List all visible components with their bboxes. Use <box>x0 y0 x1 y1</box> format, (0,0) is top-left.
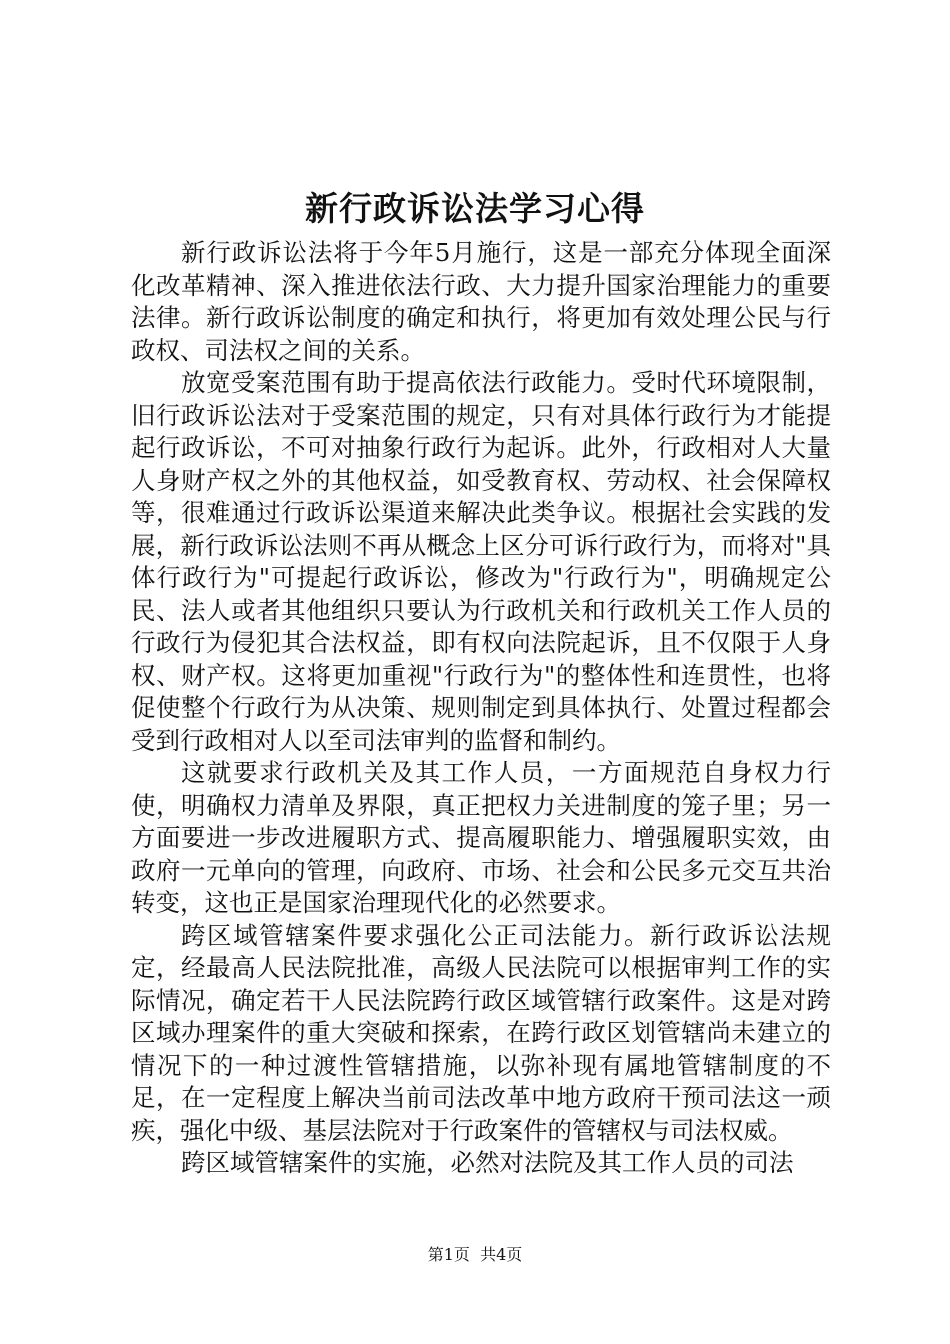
footer-separator <box>470 1245 480 1264</box>
page-total: 共4页 <box>480 1245 523 1264</box>
paragraph: 跨区域管辖案件的实施，必然对法院及其工作人员的司法 <box>181 1148 794 1177</box>
document-body <box>131 237 831 1180</box>
paragraph: 放宽受案范围有助于提高依法行政能力。受时代环境限制，旧行政诉讼法对于受案范围的规定，只有对具体行政行为才能提起行政诉讼，不可对抽象行政行为起诉。此外，行政相对人大量人身财产权之外的其他权益，如受教育权、劳动权、社会保障权等，很难通过行政诉讼渠道来解决此类争议。根据社会实践的发展，新行政诉讼法则不再从概念上区分可诉行政行为，而将对"具体行政行为"可提起行政诉讼，修改为"行政行为"，明确规定公民、法人或者其他组织只要认为行政机关和行政机关工作人员的行政行为侵犯其合法权益，即有权向法院起诉，且不仅限于人身权、财产权。这将更加重视"行政行为"的整体性和连贯性，也将促使整个行政行为从决策、规则制定到具体执行、处置过程都会受到行政相对人以至司法审判的监督和制约。 <box>131 368 831 755</box>
paragraph: 新行政诉讼法将于今年5月施行，这是一部充分体现全面深化改革精神、深入推进依法行政、大力提升国家治理能力的重要法律。新行政诉讼制度的确定和执行，将更加有效处理公民与行政权、司法权之间的关系。 <box>131 238 831 365</box>
paragraph: 跨区域管辖案件要求强化公正司法能力。新行政诉讼法规定，经最高人民法院批准，高级人民法院可以根据审判工作的实际情况，确定若干人民法院跨行政区域管辖行政案件。这是对跨区域办理案件的重大突破和探索，在跨行政区划管辖尚未建立的情况下的一种过渡性管辖措施，以弥补现有属地管辖制度的不足，在一定程度上解决当前司法改革中地方政府干预司法这一顽疾，强化中级、基层法院对于行政案件的管辖权与司法权威。 <box>131 920 831 1145</box>
page-number: 第1页 <box>427 1245 470 1264</box>
page-footer <box>0 1244 950 1266</box>
paragraph: 这就要求行政机关及其工作人员，一方面规范自身权力行使，明确权力清单及界限，真正把权力关进制度的笼子里；另一方面要进一步改进履职方式、提高履职能力、增强履职实效，由政府一元单向的管理，向政府、市场、社会和公民多元交互共治转变，这也正是国家治理现代化的必然要求。 <box>131 758 831 917</box>
document-title: 新行政诉讼法学习心得 <box>305 189 645 228</box>
